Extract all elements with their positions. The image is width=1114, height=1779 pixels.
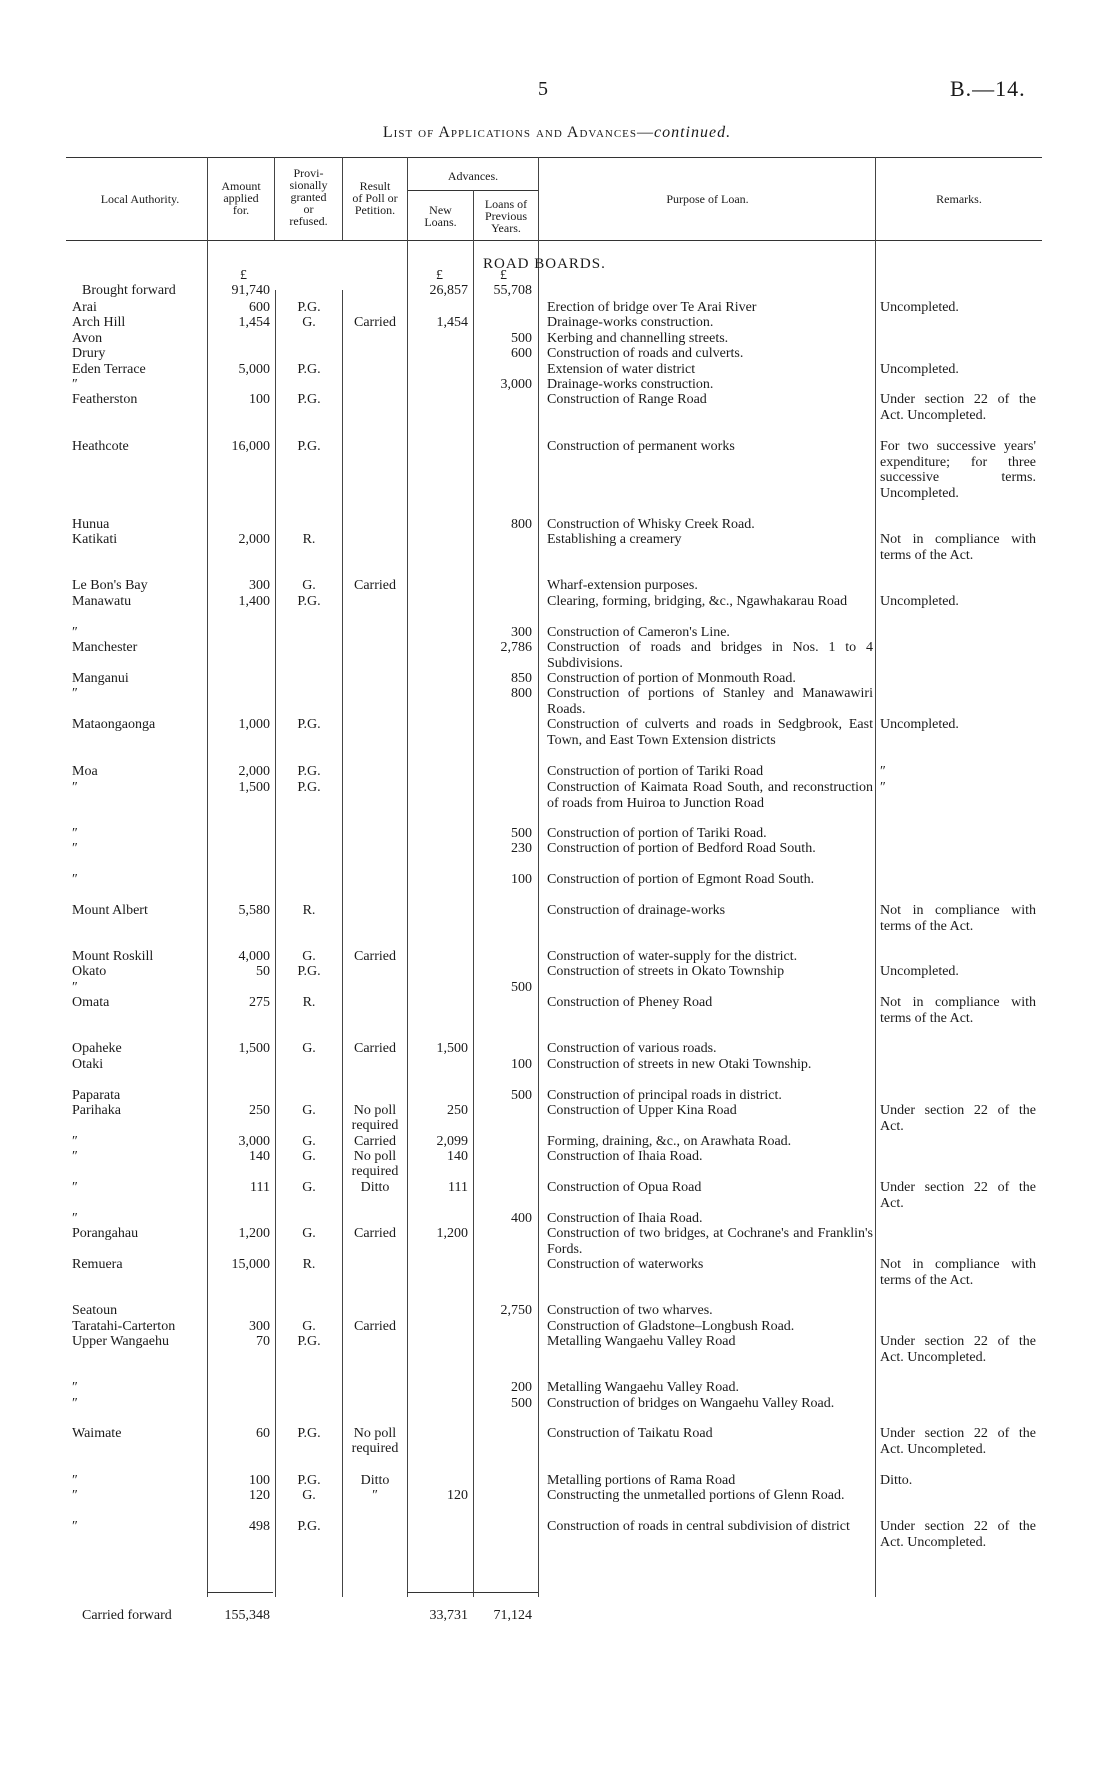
row-provisional-status: R. <box>302 995 316 1010</box>
row-purpose: Kerbing and channelling streets. <box>547 331 729 346</box>
row-authority: ″ <box>72 1134 78 1149</box>
row-amount-applied: 2,000 <box>238 532 270 547</box>
header-line: refused. <box>289 214 328 228</box>
row-provisional-status: G. <box>302 1319 316 1334</box>
row-amount-applied: 5,000 <box>238 362 270 377</box>
row-authority: Eden Terrace <box>72 362 146 377</box>
header-line: or <box>303 202 314 216</box>
header-local-authority: Local Authority. <box>100 192 180 206</box>
page-number: 5 <box>538 78 548 100</box>
row-poll-result: No poll required <box>351 1426 399 1456</box>
row-new-loans: 140 <box>447 1149 468 1164</box>
row-provisional-status: P.G. <box>297 964 321 979</box>
row-amount-applied: 1,200 <box>238 1226 270 1241</box>
brought-forward-new-loans: 26,857 <box>429 283 468 298</box>
row-poll-result: Carried <box>354 1134 396 1149</box>
row-amount-applied: 1,500 <box>238 1041 270 1056</box>
row-purpose: Construction of principal roads in district. <box>547 1088 782 1103</box>
row-provisional-status: P.G. <box>297 392 321 407</box>
row-remarks: Uncompleted. <box>880 594 959 609</box>
row-purpose: Construction of portion of Tariki Road. <box>547 826 767 841</box>
row-amount-applied: 100 <box>249 392 270 407</box>
row-provisional-status: P.G. <box>297 1473 321 1488</box>
row-purpose: Construction of two bridges, at Cochrane's and Franklin's Fords. <box>547 1226 873 1257</box>
row-authority: ″ <box>72 1519 78 1534</box>
row-provisional-status: G. <box>302 1103 316 1118</box>
header-line: Previous <box>485 209 527 223</box>
row-remarks: Uncompleted. <box>880 300 959 315</box>
row-authority: ″ <box>72 1396 78 1411</box>
header-line: Loans. <box>424 215 457 229</box>
row-purpose: Metalling portions of Rama Road <box>547 1473 736 1488</box>
row-poll-result: Carried <box>354 315 396 330</box>
total-rule <box>407 1592 538 1593</box>
row-provisional-status: P.G. <box>297 1334 321 1349</box>
row-remarks: Not in compliance with terms of the Act. <box>880 532 1036 563</box>
row-purpose: Construction of streets in Okato Township <box>547 964 785 979</box>
row-authority: Remuera <box>72 1257 123 1272</box>
row-authority: ″ <box>72 686 78 701</box>
row-purpose: Constructing the unmetalled portions of Glenn Road. <box>547 1488 845 1503</box>
row-previous-loans: 600 <box>511 346 532 361</box>
row-amount-applied: 1,454 <box>238 315 270 330</box>
header-line: of Poll or <box>352 191 398 205</box>
row-new-loans: 1,500 <box>436 1041 468 1056</box>
row-remarks: Under section 22 of the Act. Uncompleted. <box>880 392 1036 423</box>
row-previous-loans: 850 <box>511 671 532 686</box>
row-purpose: Wharf-extension purposes. <box>547 578 698 593</box>
row-purpose: Construction of portion of Tariki Road <box>547 764 764 779</box>
row-previous-loans: 500 <box>511 1396 532 1411</box>
row-amount-applied: 16,000 <box>231 439 270 454</box>
row-authority: Katikati <box>72 532 118 547</box>
row-provisional-status: G. <box>302 315 316 330</box>
row-amount-applied: 100 <box>249 1473 270 1488</box>
row-new-loans: 120 <box>447 1488 468 1503</box>
row-remarks: Under section 22 of the Act. <box>880 1103 1036 1134</box>
header-line: Petition. <box>354 203 396 217</box>
row-amount-applied: 300 <box>249 578 270 593</box>
row-new-loans: 1,454 <box>436 315 468 330</box>
row-provisional-status: R. <box>302 532 316 547</box>
row-previous-loans: 2,786 <box>500 640 532 655</box>
carried-forward-label: Carried forward <box>82 1608 172 1623</box>
row-amount-applied: 140 <box>249 1149 270 1164</box>
row-provisional-status: G. <box>302 1488 316 1503</box>
row-poll-result: No poll required <box>351 1149 399 1179</box>
document-reference: B.—14. <box>950 76 1026 101</box>
row-purpose: Metalling Wangaehu Valley Road. <box>547 1380 739 1395</box>
row-previous-loans: 500 <box>511 331 532 346</box>
row-authority: ″ <box>72 1180 78 1195</box>
header-line: New <box>429 203 452 217</box>
header-purpose: Purpose of Loan. <box>666 192 749 206</box>
row-previous-loans: 100 <box>511 872 532 887</box>
carried-forward-previous-loans: 71,124 <box>493 1608 532 1623</box>
row-authority: ″ <box>72 1473 78 1488</box>
header-line: Provi- <box>293 166 324 180</box>
brought-forward-applied: 91,740 <box>231 283 270 298</box>
row-remarks: Ditto. <box>880 1473 913 1488</box>
row-authority: Hunua <box>72 517 110 532</box>
row-previous-loans: 400 <box>511 1211 532 1226</box>
row-purpose: Forming, draining, &c., on Arawhata Road. <box>547 1134 792 1149</box>
row-authority: ″ <box>72 980 78 995</box>
row-authority: ″ <box>72 841 78 856</box>
row-purpose: Construction of portion of Monmouth Road. <box>547 671 796 686</box>
row-purpose: Construction of permanent works <box>547 439 735 454</box>
row-amount-applied: 1,400 <box>238 594 270 609</box>
row-authority: ″ <box>72 625 78 640</box>
row-provisional-status: G. <box>302 1226 316 1241</box>
row-purpose: Construction of various roads. <box>547 1041 717 1056</box>
section-heading: ROAD BOARDS. <box>483 256 606 272</box>
row-provisional-status: G. <box>302 1180 316 1195</box>
row-provisional-status: G. <box>302 1149 316 1164</box>
row-previous-loans: 500 <box>511 826 532 841</box>
row-amount-applied: 70 <box>256 1334 270 1349</box>
row-new-loans: 111 <box>448 1180 468 1195</box>
brought-forward-previous-loans: 55,708 <box>493 283 532 298</box>
row-remarks: Uncompleted. <box>880 964 959 979</box>
row-authority: Featherston <box>72 392 138 407</box>
row-remarks: Not in compliance with terms of the Act. <box>880 995 1036 1026</box>
row-purpose: Construction of portions of Stanley and Manawawiri Roads. <box>547 686 873 717</box>
row-authority: Upper Wangaehu <box>72 1334 169 1349</box>
row-purpose: Construction of bridges on Wangaehu Valley Road. <box>547 1396 835 1411</box>
row-purpose: Construction of Ihaia Road. <box>547 1211 703 1226</box>
row-previous-loans: 800 <box>511 686 532 701</box>
row-purpose: Construction of Whisky Creek Road. <box>547 517 755 532</box>
row-purpose: Erection of bridge over Te Arai River <box>547 300 757 315</box>
carried-forward-applied: 155,348 <box>224 1608 270 1623</box>
row-remarks: Uncompleted. <box>880 717 959 732</box>
row-authority: Heathcote <box>72 439 129 454</box>
row-remarks: Uncompleted. <box>880 362 959 377</box>
row-authority: Moa <box>72 764 98 779</box>
row-authority: Manawatu <box>72 594 132 609</box>
row-authority: ″ <box>72 377 78 392</box>
row-purpose: Construction of roads and bridges in Nos. 1 to 4 Subdivisions. <box>547 640 873 671</box>
header-line: granted <box>290 190 327 204</box>
row-purpose: Construction of roads and culverts. <box>547 346 744 361</box>
row-purpose: Construction of Taikatu Road <box>547 1426 713 1441</box>
row-amount-applied: 1,000 <box>238 717 270 732</box>
row-authority: Mount Roskill <box>72 949 154 964</box>
row-provisional-status: P.G. <box>297 1426 321 1441</box>
row-authority: Paparata <box>72 1088 121 1103</box>
row-provisional-status: G. <box>302 1134 316 1149</box>
row-previous-loans: 230 <box>511 841 532 856</box>
currency-symbol: £ <box>500 268 507 283</box>
row-provisional-status: G. <box>302 949 316 964</box>
header-line: Loans of <box>484 197 528 211</box>
row-provisional-status: P.G. <box>297 717 321 732</box>
row-amount-applied: 600 <box>249 300 270 315</box>
row-poll-result: Carried <box>354 1226 396 1241</box>
row-provisional-status: P.G. <box>297 300 321 315</box>
row-purpose: Construction of drainage-works <box>547 903 726 918</box>
header-line: Amount <box>221 179 261 193</box>
row-authority: Parihaka <box>72 1103 121 1118</box>
header-line: Years. <box>491 221 521 235</box>
row-authority: ″ <box>72 1149 78 1164</box>
header-advances: Advances. <box>447 169 499 183</box>
row-poll-result: Carried <box>354 949 396 964</box>
row-authority: Arch Hill <box>72 315 126 330</box>
row-remarks: Not in compliance with terms of the Act. <box>880 903 1036 934</box>
row-remarks: Not in compliance with terms of the Act. <box>880 1257 1036 1288</box>
row-authority: ″ <box>72 1380 78 1395</box>
row-purpose: Construction of Range Road <box>547 392 707 407</box>
row-poll-result: ″ <box>372 1488 378 1503</box>
row-provisional-status: G. <box>302 578 316 593</box>
row-provisional-status: P.G. <box>297 780 321 795</box>
row-amount-applied: 60 <box>256 1426 270 1441</box>
row-authority: Opaheke <box>72 1041 122 1056</box>
row-purpose: Construction of Upper Kina Road <box>547 1103 737 1118</box>
row-purpose: Construction of Pheney Road <box>547 995 713 1010</box>
row-poll-result: Carried <box>354 1041 396 1056</box>
row-purpose: Construction of roads in central subdivision of district <box>547 1519 850 1534</box>
row-amount-applied: 250 <box>249 1103 270 1118</box>
row-authority: Waimate <box>72 1426 122 1441</box>
row-authority: Avon <box>72 331 103 346</box>
header-line: Result <box>359 179 391 193</box>
row-previous-loans: 2,750 <box>500 1303 532 1318</box>
row-amount-applied: 498 <box>249 1519 270 1534</box>
header-line: for. <box>232 203 250 217</box>
row-purpose: Construction of Ihaia Road. <box>547 1149 703 1164</box>
row-purpose: Drainage-works construction. <box>547 315 714 330</box>
row-authority: Otaki <box>72 1057 104 1072</box>
currency-symbol: £ <box>436 268 443 283</box>
row-authority: ″ <box>72 1488 78 1503</box>
row-amount-applied: 120 <box>249 1488 270 1503</box>
row-amount-applied: 15,000 <box>231 1257 270 1272</box>
row-poll-result: No poll required <box>351 1103 399 1133</box>
row-purpose: Construction of culverts and roads in Sedgbrook, East Town, and East Town Extension districts <box>547 717 873 748</box>
row-remarks: Under section 22 of the Act. Uncompleted. <box>880 1334 1036 1365</box>
row-purpose: Construction of two wharves. <box>547 1303 713 1318</box>
row-remarks: ″ <box>880 764 886 779</box>
row-authority: Mount Albert <box>72 903 148 918</box>
row-remarks: For two successive years' expenditure; for three successive terms. Uncompleted. <box>880 439 1036 501</box>
row-authority: Manganui <box>72 671 129 686</box>
brought-forward-label: Brought forward <box>82 283 176 298</box>
row-new-loans: 2,099 <box>436 1134 468 1149</box>
row-purpose: Construction of streets in new Otaki Township. <box>547 1057 812 1072</box>
row-poll-result: Carried <box>354 578 396 593</box>
row-purpose: Construction of waterworks <box>547 1257 704 1272</box>
row-previous-loans: 300 <box>511 625 532 640</box>
row-purpose: Construction of Kaimata Road South, and reconstruction of roads from Huiroa to Junction Road <box>547 780 873 811</box>
row-authority: Manchester <box>72 640 138 655</box>
row-amount-applied: 2,000 <box>238 764 270 779</box>
row-purpose: Construction of portion of Egmont Road South. <box>547 872 815 887</box>
row-purpose: Construction of water-supply for the district. <box>547 949 798 964</box>
row-provisional-status: P.G. <box>297 439 321 454</box>
row-previous-loans: 800 <box>511 517 532 532</box>
row-previous-loans: 3,000 <box>500 377 532 392</box>
row-amount-applied: 300 <box>249 1319 270 1334</box>
row-amount-applied: 275 <box>249 995 270 1010</box>
currency-symbol: £ <box>240 268 247 283</box>
row-purpose: Extension of water district <box>547 362 696 377</box>
row-purpose: Establishing a creamery <box>547 532 682 547</box>
row-remarks: Under section 22 of the Act. <box>880 1180 1036 1211</box>
row-authority: ″ <box>72 872 78 887</box>
row-provisional-status: P.G. <box>297 1519 321 1534</box>
row-purpose: Clearing, forming, bridging, &c., Ngawhakarau Road <box>547 594 848 609</box>
header-line: sionally <box>289 178 328 192</box>
row-provisional-status: P.G. <box>297 764 321 779</box>
row-remarks: ″ <box>880 780 886 795</box>
row-authority: Le Bon's Bay <box>72 578 148 593</box>
row-authority: Omata <box>72 995 110 1010</box>
row-provisional-status: G. <box>302 1041 316 1056</box>
row-provisional-status: R. <box>302 903 316 918</box>
row-remarks: Under section 22 of the Act. Uncompleted. <box>880 1519 1036 1550</box>
header-remarks: Remarks. <box>936 192 982 206</box>
row-purpose: Construction of portion of Bedford Road South. <box>547 841 816 856</box>
row-amount-applied: 50 <box>256 964 270 979</box>
carried-forward-new-loans: 33,731 <box>429 1608 468 1623</box>
row-new-loans: 250 <box>447 1103 468 1118</box>
row-authority: Mataongaonga <box>72 717 156 732</box>
total-rule <box>207 1592 273 1593</box>
row-amount-applied: 4,000 <box>238 949 270 964</box>
row-poll-result: Carried <box>354 1319 396 1334</box>
row-provisional-status: P.G. <box>297 362 321 377</box>
row-previous-loans: 100 <box>511 1057 532 1072</box>
row-authority: ″ <box>72 826 78 841</box>
row-poll-result: Ditto <box>360 1473 390 1488</box>
row-amount-applied: 5,580 <box>238 903 270 918</box>
row-previous-loans: 200 <box>511 1380 532 1395</box>
row-remarks: Under section 22 of the Act. Uncompleted. <box>880 1426 1036 1457</box>
row-purpose: Metalling Wangaehu Valley Road <box>547 1334 736 1349</box>
page-title-continued: continued. <box>654 124 732 141</box>
row-purpose: Drainage-works construction. <box>547 377 714 392</box>
row-purpose: Construction of Opua Road <box>547 1180 702 1195</box>
row-authority: Arai <box>72 300 97 315</box>
row-previous-loans: 500 <box>511 980 532 995</box>
row-authority: Porangahau <box>72 1226 139 1241</box>
row-purpose: Construction of Gladstone–Longbush Road. <box>547 1319 795 1334</box>
row-amount-applied: 1,500 <box>238 780 270 795</box>
page-title-main: List of Applications and Advances— <box>382 124 654 141</box>
row-new-loans: 1,200 <box>436 1226 468 1241</box>
row-authority: ″ <box>72 780 78 795</box>
row-amount-applied: 3,000 <box>238 1134 270 1149</box>
header-line: applied <box>223 191 259 205</box>
row-previous-loans: 500 <box>511 1088 532 1103</box>
row-authority: ″ <box>72 1211 78 1226</box>
row-authority: Seatoun <box>72 1303 118 1318</box>
row-provisional-status: R. <box>302 1257 316 1272</box>
row-amount-applied: 111 <box>250 1180 270 1195</box>
row-authority: Drury <box>72 346 106 361</box>
row-authority: Taratahi-Carterton <box>72 1319 176 1334</box>
row-poll-result: Ditto <box>360 1180 390 1195</box>
row-provisional-status: P.G. <box>297 594 321 609</box>
row-purpose: Construction of Cameron's Line. <box>547 625 730 640</box>
row-authority: Okato <box>72 964 107 979</box>
